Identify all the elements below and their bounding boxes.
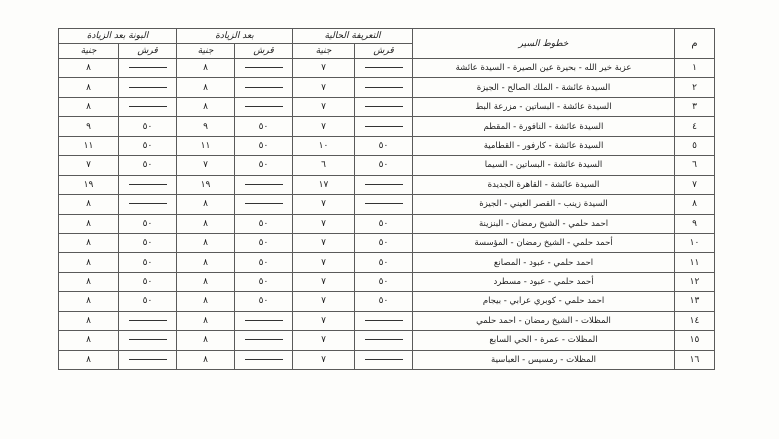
current-piaster [355, 117, 413, 136]
pass-piaster: ٥٠ [119, 272, 177, 291]
route-name: احمد حلمي - الشيخ رمضان - البنزينة [413, 214, 675, 233]
route-number: ١٢ [675, 272, 715, 291]
table-row [59, 117, 715, 136]
increase-piaster-header: قرش [235, 44, 293, 59]
current-piaster-header: قرش [355, 44, 413, 59]
blank-line [129, 67, 167, 68]
route-number: ٧ [675, 175, 715, 194]
increase-piaster [235, 331, 293, 350]
pass-piaster: ٥٠ [119, 117, 177, 136]
table-row [59, 311, 715, 330]
increase-pound-header: جنية [177, 44, 235, 59]
blank-line [365, 184, 403, 185]
route-name: المظلات - عمرة - الحي السابع [413, 331, 675, 350]
increase-pound: ٨ [177, 350, 235, 369]
increase-piaster [235, 78, 293, 97]
table-row [59, 233, 715, 252]
route-name: احمد حلمي - عبود - المصانع [413, 253, 675, 272]
pass-pound: ٨ [59, 78, 119, 97]
increase-piaster [235, 59, 293, 78]
table-row [59, 156, 715, 175]
pass-pound: ٨ [59, 292, 119, 311]
current-piaster: ٥٠ [355, 292, 413, 311]
current-pound: ٧ [293, 331, 355, 350]
current-piaster [355, 311, 413, 330]
current-pound: ٧ [293, 233, 355, 252]
blank-line [365, 67, 403, 68]
pass-piaster [119, 195, 177, 214]
route-name: السيدة عائشة - كارفور - القطامية [413, 136, 675, 155]
pass-pound: ٨ [59, 253, 119, 272]
pass-pound: ٨ [59, 272, 119, 291]
current-piaster [355, 59, 413, 78]
col-route-header: خطوط السير [413, 29, 675, 59]
current-pound: ٧ [293, 272, 355, 291]
blank-line [245, 87, 283, 88]
increase-pound: ٨ [177, 253, 235, 272]
increase-piaster: ٥٠ [235, 233, 293, 252]
route-name: السيدة زينب - القصر العيني - الجيزة [413, 195, 675, 214]
route-number: ١٣ [675, 292, 715, 311]
route-number: ٩ [675, 214, 715, 233]
table-row [59, 350, 715, 369]
increase-pound: ٧ [177, 156, 235, 175]
col-number-header: م [675, 29, 715, 59]
pass-pound: ٨ [59, 311, 119, 330]
pass-piaster: ٥٠ [119, 253, 177, 272]
increase-pound: ٨ [177, 233, 235, 252]
increase-piaster [235, 97, 293, 116]
increase-piaster [235, 195, 293, 214]
route-number: ٣ [675, 97, 715, 116]
group-current-fare-header: التعريفة الحالية [293, 29, 413, 44]
current-pound: ١٠ [293, 136, 355, 155]
current-pound: ٧ [293, 350, 355, 369]
current-pound: ٦ [293, 156, 355, 175]
increase-pound: ٨ [177, 331, 235, 350]
current-piaster: ٥٠ [355, 214, 413, 233]
blank-line [245, 67, 283, 68]
route-number: ١ [675, 59, 715, 78]
blank-line [245, 203, 283, 204]
increase-piaster [235, 175, 293, 194]
route-name: السيدة عائشة - البساتين - السيما [413, 156, 675, 175]
blank-line [129, 339, 167, 340]
current-pound: ٧ [293, 117, 355, 136]
pass-pound: ٧ [59, 156, 119, 175]
group-after-increase-header: بعد الزيادة [177, 29, 293, 44]
blank-line [245, 320, 283, 321]
increase-pound: ٨ [177, 292, 235, 311]
route-number: ١٠ [675, 233, 715, 252]
current-piaster: ٥٠ [355, 136, 413, 155]
increase-pound: ١١ [177, 136, 235, 155]
pass-pound: ٨ [59, 97, 119, 116]
pass-pound: ١٩ [59, 175, 119, 194]
pass-piaster: ٥٠ [119, 136, 177, 155]
route-number: ٥ [675, 136, 715, 155]
route-number: ١٤ [675, 311, 715, 330]
current-piaster [355, 175, 413, 194]
increase-piaster [235, 311, 293, 330]
current-pound: ٧ [293, 253, 355, 272]
current-pound: ٧ [293, 97, 355, 116]
fare-table [58, 28, 715, 370]
route-name: السيدة عائشة - النافورة - المقطم [413, 117, 675, 136]
blank-line [365, 359, 403, 360]
current-pound: ٧ [293, 292, 355, 311]
route-number: ١٥ [675, 331, 715, 350]
blank-line [245, 339, 283, 340]
current-pound: ٧ [293, 59, 355, 78]
table-row [59, 272, 715, 291]
pass-pound: ٨ [59, 331, 119, 350]
increase-piaster: ٥٠ [235, 136, 293, 155]
increase-piaster: ٥٠ [235, 253, 293, 272]
pass-pound: ٨ [59, 195, 119, 214]
pass-piaster [119, 350, 177, 369]
current-piaster: ٥٠ [355, 156, 413, 175]
increase-piaster: ٥٠ [235, 214, 293, 233]
pass-pound: ٨ [59, 233, 119, 252]
pass-piaster: ٥٠ [119, 233, 177, 252]
current-pound: ٧ [293, 311, 355, 330]
increase-pound: ٨ [177, 97, 235, 116]
table-row [59, 195, 715, 214]
current-pound: ٧ [293, 78, 355, 97]
increase-pound: ٨ [177, 59, 235, 78]
current-piaster: ٥٠ [355, 233, 413, 252]
current-piaster [355, 97, 413, 116]
table-row [59, 78, 715, 97]
route-name: أحمد حلمي - الشيخ رمضان - المؤسسة [413, 233, 675, 252]
blank-line [365, 320, 403, 321]
increase-pound: ٨ [177, 78, 235, 97]
route-name: المظلات - الشيخ رمضان - احمد حلمي [413, 311, 675, 330]
table-row [59, 97, 715, 116]
increase-pound: ٨ [177, 214, 235, 233]
table-row [59, 175, 715, 194]
blank-line [365, 203, 403, 204]
blank-line [129, 87, 167, 88]
blank-line [245, 359, 283, 360]
route-name: عزبة خير الله - بحيرة عين الصيرة - السيدة عائشة [413, 59, 675, 78]
header-row-groups [59, 29, 715, 44]
current-piaster [355, 350, 413, 369]
blank-line [365, 87, 403, 88]
table-row [59, 136, 715, 155]
table-row [59, 214, 715, 233]
current-piaster: ٥٠ [355, 253, 413, 272]
current-piaster: ٥٠ [355, 272, 413, 291]
table-row [59, 59, 715, 78]
current-pound: ٧ [293, 195, 355, 214]
table-row [59, 331, 715, 350]
blank-line [365, 106, 403, 107]
pass-piaster [119, 311, 177, 330]
route-name: السيدة عائشة - الملك الصالح - الجيزة [413, 78, 675, 97]
blank-line [129, 106, 167, 107]
route-name: احمد حلمي - كوبري عرابي - بيجام [413, 292, 675, 311]
current-piaster [355, 195, 413, 214]
fare-table-body [59, 59, 715, 370]
table-row [59, 292, 715, 311]
blank-line [129, 203, 167, 204]
route-number: ١١ [675, 253, 715, 272]
pass-piaster [119, 78, 177, 97]
increase-piaster: ٥٠ [235, 117, 293, 136]
pass-pound: ١١ [59, 136, 119, 155]
pass-pound: ٨ [59, 214, 119, 233]
increase-pound: ٨ [177, 311, 235, 330]
blank-line [365, 126, 403, 127]
current-pound: ١٧ [293, 175, 355, 194]
blank-line [129, 359, 167, 360]
increase-pound: ٨ [177, 272, 235, 291]
increase-pound: ١٩ [177, 175, 235, 194]
pass-pound: ٨ [59, 59, 119, 78]
increase-piaster: ٥٠ [235, 292, 293, 311]
pass-piaster [119, 175, 177, 194]
blank-line [129, 320, 167, 321]
route-number: ٢ [675, 78, 715, 97]
blank-line [245, 106, 283, 107]
increase-pound: ٩ [177, 117, 235, 136]
route-name: السيدة عائشة - القاهرة الجديدة [413, 175, 675, 194]
pass-piaster-header: قرش [119, 44, 177, 59]
route-number: ٦ [675, 156, 715, 175]
blank-line [129, 184, 167, 185]
route-name: السيدة عائشة - البساتين - مزرعة البط [413, 97, 675, 116]
pass-piaster [119, 97, 177, 116]
increase-piaster: ٥٠ [235, 156, 293, 175]
increase-piaster: ٥٠ [235, 272, 293, 291]
current-piaster [355, 331, 413, 350]
pass-piaster [119, 331, 177, 350]
route-number: ١٦ [675, 350, 715, 369]
pass-pound: ٩ [59, 117, 119, 136]
route-number: ٤ [675, 117, 715, 136]
table-row [59, 253, 715, 272]
pass-piaster: ٥٠ [119, 156, 177, 175]
increase-pound: ٨ [177, 195, 235, 214]
blank-line [365, 339, 403, 340]
pass-pound: ٨ [59, 350, 119, 369]
increase-piaster [235, 350, 293, 369]
pass-piaster [119, 59, 177, 78]
current-piaster [355, 78, 413, 97]
route-name: المظلات - رمسيس - العباسية [413, 350, 675, 369]
route-number: ٨ [675, 195, 715, 214]
pass-piaster: ٥٠ [119, 292, 177, 311]
route-name: أحمد حلمي - عبود - مسطرد [413, 272, 675, 291]
pass-pound-header: جنية [59, 44, 119, 59]
current-pound-header: جنية [293, 44, 355, 59]
pass-piaster: ٥٠ [119, 214, 177, 233]
current-pound: ٧ [293, 214, 355, 233]
blank-line [245, 184, 283, 185]
group-pass-after-increase-header: البونة بعد الزيادة [59, 29, 177, 44]
